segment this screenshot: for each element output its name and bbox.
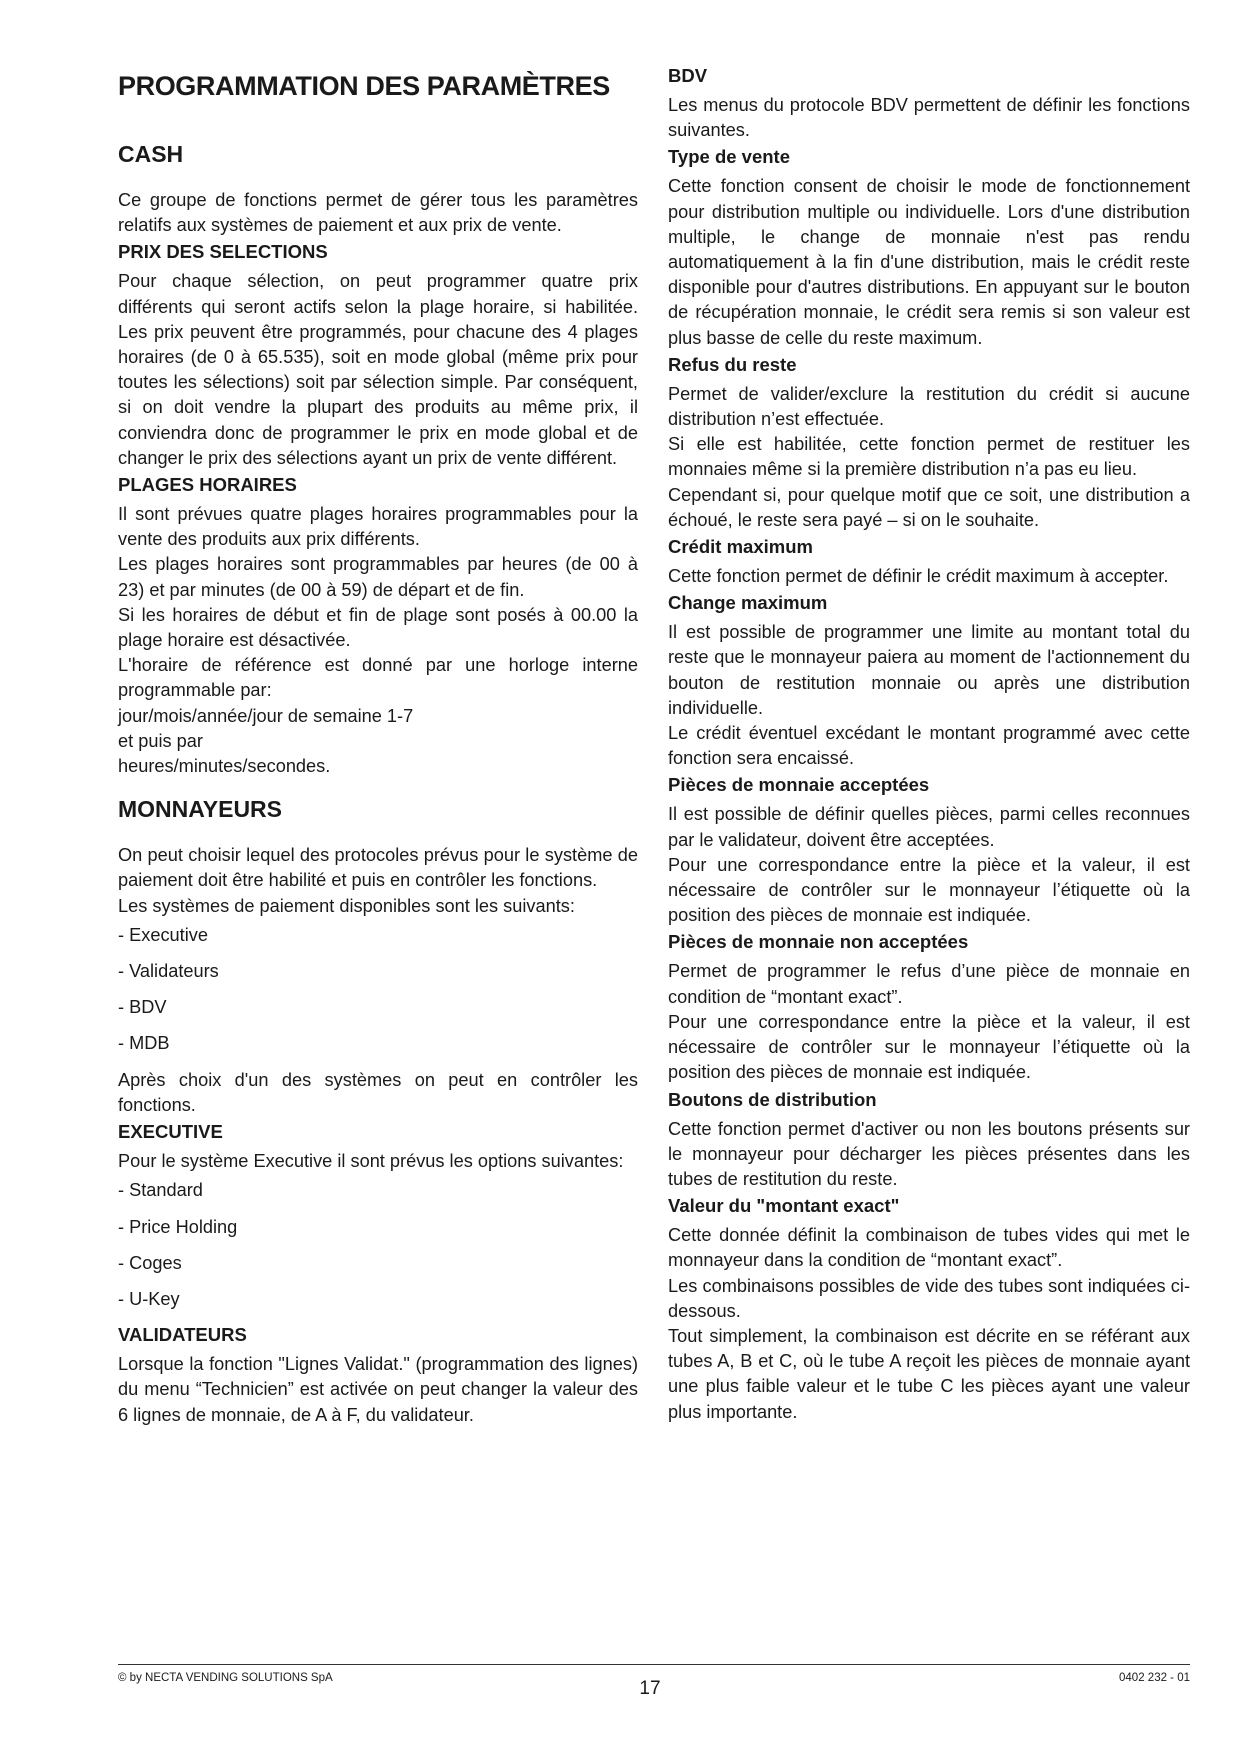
left-column	[118, 64, 638, 1428]
credit-maximum-text: Cette fonction permet de définir le crédit maximum à accepter.	[668, 566, 1169, 587]
refus-reste-paragraph: Si elle est habilitée, cette fonction permet de restituer les monnaies même si la première distribution n’a pas eu lieu.	[668, 434, 1190, 480]
footer-divider	[118, 1664, 1190, 1665]
pieces-non-acceptees-paragraph: Pour une correspondance entre la pièce et la valeur, il est nécessaire de contrôler sur le monnayeur l’étiquette où la position des pièces de monnaie est indiquée.	[668, 1011, 1190, 1083]
subheading-refus-reste: Refus du reste	[668, 353, 797, 375]
section-heading-cash: CASH	[118, 141, 184, 167]
document-code: 0402 232 - 01	[1119, 1672, 1190, 1684]
subheading-montant-exact: Valeur du "montant exact"	[668, 1195, 900, 1217]
right-column	[668, 64, 1190, 1425]
list-item: - BDV	[118, 997, 167, 1018]
pieces-acceptees-paragraph: Pour une correspondance entre la pièce et la valeur, il est nécessaire de contrôler sur le monnayeur l’étiquette où la position des pièces de monnaie est indiquée.	[668, 854, 1190, 926]
subheading-prix-selections: PRIX DES SELECTIONS	[118, 241, 328, 263]
montant-exact-paragraph: Tout simplement, la combinaison est décrite en se référant aux tubes A, B et C, où le tube A reçoit les pièces de monnaie ayant une plus faible valeur et le tube C les pièces ayant une valeur plus importante.	[668, 1325, 1190, 1422]
list-item: - Executive	[118, 924, 208, 945]
monnayeurs-paragraph: Après choix d'un des systèmes on peut en contrôler les fonctions.	[118, 1069, 638, 1115]
page-title: PROGRAMMATION DES PARAMÈTRES	[118, 71, 610, 101]
list-item: - Standard	[118, 1180, 203, 1201]
executive-text: Pour le système Executive il sont prévus les options suivantes:	[118, 1151, 624, 1172]
footer-copyright: © by NECTA VENDING SOLUTIONS SpA	[118, 1672, 333, 1684]
list-item: - Price Holding	[118, 1216, 238, 1237]
subheading-validateurs: VALIDATEURS	[118, 1324, 247, 1346]
montant-exact-paragraph: Les combinaisons possibles de vide des tubes sont indiquées ci-dessous.	[668, 1275, 1190, 1321]
page-number: 17	[639, 1678, 661, 1699]
boutons-distribution-text: Cette fonction permet d'activer ou non les boutons présents sur le monnayeur pour décharger les pièces présentes dans les tubes de restitution du reste.	[668, 1118, 1190, 1189]
prix-selections-text: Pour chaque sélection, on peut programmer quatre prix différents qui seront actifs selon la plage horaire, si habilitée. Les prix peuvent être programmés, pour chacune des 4 plages horaires (de 0 à 65.535), soit en mode global (même prix pour toutes les sélections) soit par sélection simple. Par conséquent, si on doit vendre la plupart des produits au même prix, il conviendra donc de programmer le prix en mode global et de changer le prix des sélections ayant un prix de vente différent.	[118, 271, 638, 468]
plages-paragraph: Si les horaires de début et fin de plage sont posés à 00.00 la plage horaire est désactivée.	[118, 604, 638, 651]
spacer	[118, 779, 638, 795]
subheading-executive: EXECUTIVE	[118, 1121, 223, 1143]
plages-paragraph: jour/mois/année/jour de semaine 1-7	[118, 705, 414, 726]
plages-paragraph: heures/minutes/secondes.	[118, 756, 331, 777]
monnayeurs-paragraph: Les systèmes de paiement disponibles sont les suivants:	[118, 895, 575, 916]
monnayeurs-paragraph: On peut choisir lequel des protocoles prévus pour le système de paiement doit être habilité et puis en contrôler les fonctions.	[118, 845, 638, 891]
list-item: - Coges	[118, 1252, 182, 1273]
plages-paragraph: Il sont prévues quatre plages horaires programmables pour la vente des produits aux prix différents.	[118, 504, 638, 550]
pieces-non-acceptees-paragraph: Permet de programmer le refus d’une pièce de monnaie en condition de “montant exact”.	[668, 961, 1190, 1007]
plages-paragraph: L'horaire de référence est donné par une horloge interne programmable par:	[118, 655, 638, 701]
montant-exact-paragraph: Cette donnée définit la combinaison de tubes vides qui met le monnayeur dans la condition de “montant exact”.	[668, 1225, 1190, 1271]
plages-paragraph: Les plages horaires sont programmables par heures (de 00 à 23) et par minutes (de 00 à 59) de départ et de fin.	[118, 554, 638, 600]
bdv-text: Les menus du protocole BDV permettent de définir les fonctions suivantes.	[668, 95, 1190, 141]
subheading-pieces-acceptees: Pièces de monnaie acceptées	[668, 774, 930, 796]
list-item: - MDB	[118, 1033, 170, 1054]
refus-reste-paragraph: Permet de valider/exclure la restitution du crédit si aucune distribution n’est effectuée.	[668, 383, 1190, 430]
subheading-type-vente: Type de vente	[668, 146, 791, 168]
cash-intro: Ce groupe de fonctions permet de gérer tous les paramètres relatifs aux systèmes de paiement et aux prix de vente.	[118, 190, 638, 236]
validateurs-text: Lorsque la fonction "Lignes Validat." (programmation des lignes) du menu “Technicien” est activée on peut changer la valeur des 6 lignes de monnaie, de A à F, du validateur.	[118, 1354, 638, 1425]
list-item: - U-Key	[118, 1288, 180, 1309]
plages-paragraph: et puis par	[118, 730, 203, 751]
subheading-credit-maximum: Crédit maximum	[668, 536, 813, 558]
subheading-pieces-non-acceptees: Pièces de monnaie non acceptées	[668, 931, 969, 953]
subheading-bdv: BDV	[668, 65, 708, 86]
pieces-acceptees-paragraph: Il est possible de définir quelles pièces, parmi celles reconnues par le validateur, doivent être acceptées.	[668, 804, 1190, 850]
subheading-boutons-distribution: Boutons de distribution	[668, 1088, 877, 1110]
change-maximum-paragraph: Il est possible de programmer une limite au montant total du reste que le monnayeur paiera au moment de l'actionnement du bouton de restitution monnaie ou après une distribution individuelle.	[668, 622, 1190, 718]
subheading-plages-horaires: PLAGES HORAIRES	[118, 474, 297, 496]
list-item: - Validateurs	[118, 961, 219, 982]
type-vente-text: Cette fonction consent de choisir le mode de fonctionnement pour distribution multiple ou individuelle. Lors d'une distribution multiple, le change de monnaie n'est pas rendu automatiquement à la fin d'une distribution, mais le crédit reste disponible pour d'autres distributions. En appuyant sur le bouton de récupération monnaie, le crédit sera remis si son valeur est plus basse de celle du reste maximum.	[668, 176, 1190, 348]
change-maximum-paragraph: Le crédit éventuel excédant le montant programmé avec cette fonction sera encaissé.	[668, 723, 1190, 769]
refus-reste-paragraph: Cependant si, pour quelque motif que ce soit, une distribution a échoué, le reste sera payé – si on le souhaite.	[668, 484, 1190, 530]
subheading-change-maximum: Change maximum	[668, 592, 828, 614]
section-heading-monnayeurs: MONNAYEURS	[118, 796, 283, 823]
